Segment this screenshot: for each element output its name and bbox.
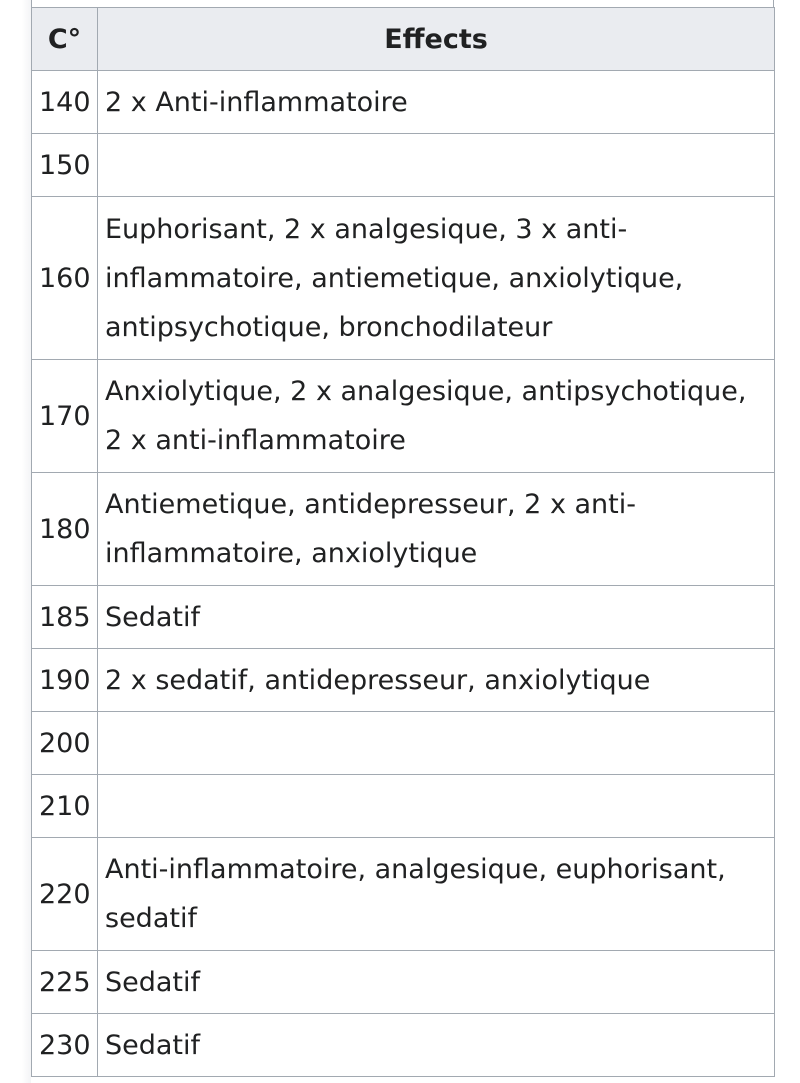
effects-cell: Euphorisant, 2 x analgesique, 3 x anti-inflammatoire, antiemetique, anxiolytique, antipsychotique, bronchodilateur	[98, 197, 775, 360]
table-row	[32, 473, 775, 586]
effects-table	[31, 7, 775, 1077]
table-header-row	[32, 8, 775, 71]
effects-cell: Sedatif	[98, 1014, 775, 1077]
table-row	[32, 775, 775, 838]
table-row	[32, 1014, 775, 1077]
table-row	[32, 197, 775, 360]
effects-table-container[interactable]	[31, 7, 774, 1077]
temperature-cell: 210	[32, 775, 98, 838]
table-row	[32, 134, 775, 197]
effects-cell: 2 x Anti-inflammatoire	[98, 71, 775, 134]
temperature-cell: 190	[32, 649, 98, 712]
table-row	[32, 649, 775, 712]
temperature-cell: 200	[32, 712, 98, 775]
effects-cell: Sedatif	[98, 586, 775, 649]
page-margin	[0, 0, 31, 1083]
effects-cell: 2 x sedatif, antidepresseur, anxiolytique	[98, 649, 775, 712]
table-top-edge	[31, 0, 774, 7]
effects-cell: Anti-inflammatoire, analgesique, euphorisant, sedatif	[98, 838, 775, 951]
table-row	[32, 951, 775, 1014]
effects-cell: Antiemetique, antidepresseur, 2 x anti-inflammatoire, anxiolytique	[98, 473, 775, 586]
table-row	[32, 712, 775, 775]
table-row	[32, 360, 775, 473]
effects-cell: Anxiolytique, 2 x analgesique, antipsychotique, 2 x anti-inflammatoire	[98, 360, 775, 473]
column-header-effects[interactable]: Effects	[98, 8, 775, 71]
temperature-cell: 160	[32, 197, 98, 360]
effects-cell: Sedatif	[98, 951, 775, 1014]
temperature-cell: 220	[32, 838, 98, 951]
temperature-cell: 180	[32, 473, 98, 586]
effects-cell	[98, 775, 775, 838]
effects-cell	[98, 134, 775, 197]
effects-cell	[98, 712, 775, 775]
table-row	[32, 838, 775, 951]
column-header-temperature[interactable]: C°	[32, 8, 98, 71]
temperature-cell: 185	[32, 586, 98, 649]
temperature-cell: 150	[32, 134, 98, 197]
temperature-cell: 225	[32, 951, 98, 1014]
table-row	[32, 71, 775, 134]
temperature-cell: 170	[32, 360, 98, 473]
table-row	[32, 586, 775, 649]
temperature-cell: 140	[32, 71, 98, 134]
temperature-cell: 230	[32, 1014, 98, 1077]
